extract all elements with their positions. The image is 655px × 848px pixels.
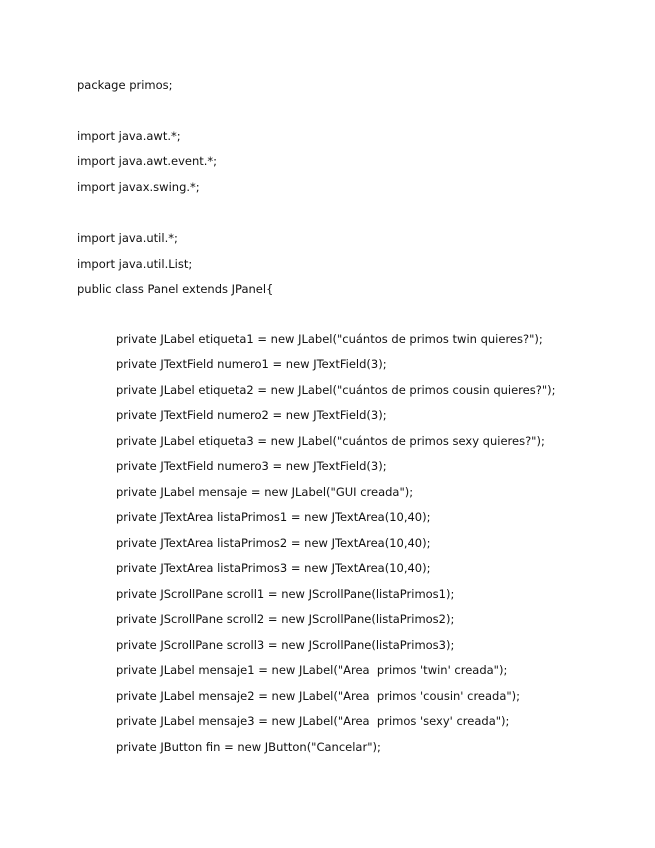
code-line-listaprimos1: private JTextArea listaPrimos1 = new JTextArea(10,40); (116, 510, 431, 524)
code-line-fin-button: private JButton fin = new JButton("Cancelar"); (116, 740, 381, 754)
code-line-numero1: private JTextField numero1 = new JTextField(3); (116, 357, 387, 371)
code-line-mensaje2: private JLabel mensaje2 = new JLabel("Area primos 'cousin' creada"); (116, 689, 521, 703)
code-line-import-util-list: import java.util.List; (77, 257, 193, 271)
code-line-etiqueta3: private JLabel etiqueta3 = new JLabel("cuántos de primos sexy quieres?"); (116, 434, 545, 448)
code-line-mensaje: private JLabel mensaje = new JLabel("GUI creada"); (116, 485, 414, 499)
code-line-mensaje3: private JLabel mensaje3 = new JLabel("Area primos 'sexy' creada"); (116, 714, 510, 728)
code-line-import-awt: import java.awt.*; (77, 129, 181, 143)
code-line-package: package primos; (77, 78, 173, 92)
code-line-scroll2: private JScrollPane scroll2 = new JScrollPane(listaPrimos2); (116, 612, 455, 626)
code-line-class-declaration: public class Panel extends JPanel{ (77, 282, 274, 296)
code-line-etiqueta2: private JLabel etiqueta2 = new JLabel("cuántos de primos cousin quieres?"); (116, 383, 556, 397)
code-line-import-util: import java.util.*; (77, 231, 178, 245)
code-line-etiqueta1: private JLabel etiqueta1 = new JLabel("cuántos de primos twin quieres?"); (116, 332, 543, 346)
code-line-mensaje1: private JLabel mensaje1 = new JLabel("Area primos 'twin' creada"); (116, 663, 508, 677)
code-line-scroll3: private JScrollPane scroll3 = new JScrollPane(listaPrimos3); (116, 638, 455, 652)
code-line-scroll1: private JScrollPane scroll1 = new JScrollPane(listaPrimos1); (116, 587, 455, 601)
code-line-numero3: private JTextField numero3 = new JTextField(3); (116, 459, 387, 473)
code-line-listaprimos3: private JTextArea listaPrimos3 = new JTextArea(10,40); (116, 561, 431, 575)
code-line-numero2: private JTextField numero2 = new JTextField(3); (116, 408, 387, 422)
code-line-import-swing: import javax.swing.*; (77, 180, 200, 194)
code-line-import-awt-event: import java.awt.event.*; (77, 154, 218, 168)
code-line-listaprimos2: private JTextArea listaPrimos2 = new JTextArea(10,40); (116, 536, 431, 550)
